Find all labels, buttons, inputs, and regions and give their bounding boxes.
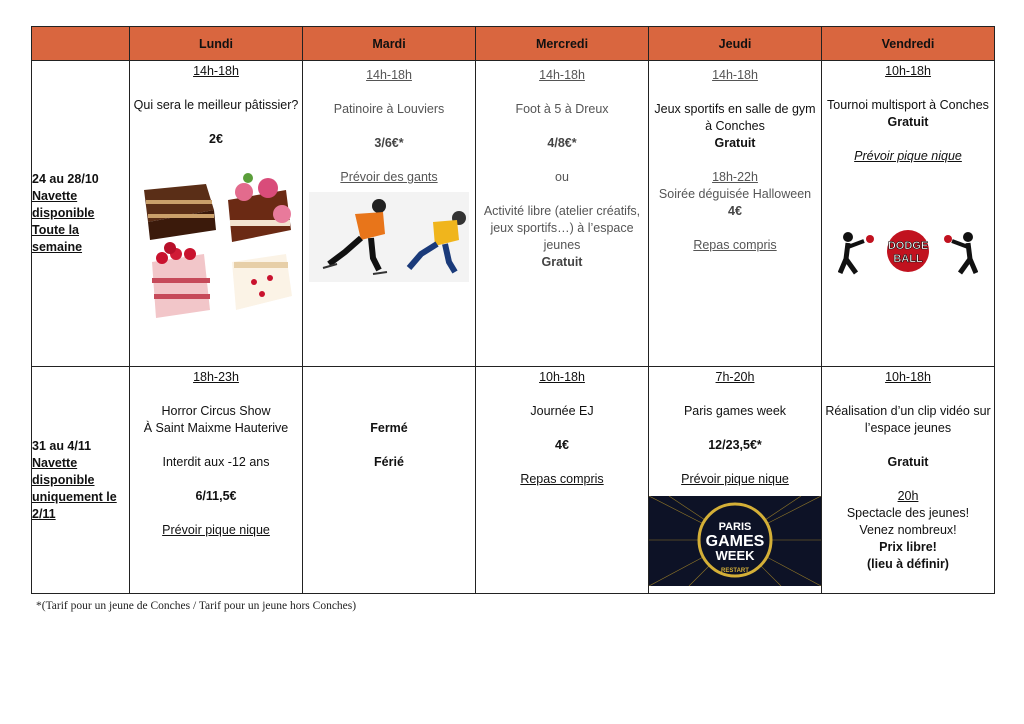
activity-cell: 14h-18h Patinoire à Louviers 3/6€* Prévoir des gants bbox=[303, 61, 476, 367]
activity-note: Prévoir pique nique bbox=[681, 472, 789, 486]
activity-time: 18h-22h bbox=[712, 170, 758, 184]
activity-price: Prix libre! bbox=[879, 540, 937, 554]
activity-cell: 10h-18h Journée EJ 4€ Repas compris bbox=[476, 367, 649, 594]
activity-cell: 14h-18h Foot à 5 à Dreux 4/8€* ou Activité libre (atelier créatifs, jeux sportifs…) à l’espace jeunes Gratuit bbox=[476, 61, 649, 367]
footnote: *(Tarif pour un jeune de Conches / Tarif pour un jeune hors Conches) bbox=[36, 600, 357, 612]
activity-place: (lieu à définir) bbox=[867, 557, 949, 571]
week-label: 24 au 28/10 Navette disponible Toute la semaine bbox=[32, 61, 130, 367]
activity-cell: 14h-18h Jeux sportifs en salle de gym à Conches Gratuit 18h-22h Soirée déguisée Halloween 4€ Repas compris bbox=[649, 61, 822, 367]
dodgeball-logo bbox=[838, 229, 978, 279]
skaters-image bbox=[309, 192, 469, 282]
header-row bbox=[32, 27, 995, 61]
cakes-image bbox=[136, 170, 296, 330]
day-header: Mardi bbox=[303, 27, 476, 61]
activity-note: Repas compris bbox=[693, 238, 777, 252]
week-label: 31 au 4/11 Navette disponible uniquement le 2/11 bbox=[32, 367, 130, 594]
closed-status: Fermé bbox=[370, 421, 408, 435]
activity-price: Gratuit bbox=[541, 255, 583, 269]
activity-title: Tournoi multisport à Conches bbox=[827, 98, 989, 112]
activity-title: Journée EJ bbox=[530, 404, 594, 418]
activity-price: 4€ bbox=[728, 204, 742, 218]
activity-title: Foot à 5 à Dreux bbox=[515, 102, 609, 116]
activity-price: 4/8€* bbox=[547, 136, 577, 150]
activity-note: Prévoir pique nique bbox=[162, 523, 270, 537]
schedule-table bbox=[31, 26, 995, 594]
activity-cell: 10h-18h Réalisation d’un clip vidéo sur l’espace jeunes Gratuit 20h Spectacle des jeunes! Venez nombreux! Prix libre! (lieu à définir) bbox=[822, 367, 995, 594]
activity-note: Repas compris bbox=[520, 472, 604, 486]
activity-price: Gratuit bbox=[714, 136, 756, 150]
activity-title: Qui sera le meilleur pâtissier? bbox=[133, 98, 299, 112]
activity-cell: 14h-18h Qui sera le meilleur pâtissier? 2€ bbox=[130, 61, 303, 367]
activity-price: 12/23,5€* bbox=[708, 438, 762, 452]
logo-subtext: RESTART bbox=[721, 568, 749, 574]
holiday-status: Férié bbox=[374, 455, 404, 469]
activity-time: 20h bbox=[897, 489, 919, 503]
day-header: Mercredi bbox=[476, 27, 649, 61]
logo-text: GAMES bbox=[705, 533, 765, 550]
logo-text: BALL bbox=[893, 253, 923, 265]
paris-games-week-logo bbox=[649, 496, 821, 586]
logo-text: WEEK bbox=[715, 548, 755, 563]
logo-text: DODGE bbox=[887, 240, 929, 252]
activity-price: 6/11,5€ bbox=[195, 489, 237, 503]
day-header: Lundi bbox=[130, 27, 303, 61]
or-text: ou bbox=[555, 170, 569, 184]
activity-title: Paris games week bbox=[683, 404, 787, 418]
activity-title: Patinoire à Louviers bbox=[333, 102, 445, 116]
week-row bbox=[32, 61, 995, 367]
activity-price: 3/6€* bbox=[374, 136, 404, 150]
activity-cell bbox=[303, 367, 476, 594]
logo-text: PARIS bbox=[718, 521, 752, 533]
activity-note: Prévoir pique nique bbox=[854, 149, 962, 163]
activity-cell: 18h-23h Horror Circus Show À Saint Maixme Hauterive Interdit aux -12 ans 6/11,5€ Prévoir pique nique bbox=[130, 367, 303, 594]
activity-price: Gratuit bbox=[887, 455, 929, 469]
activity-price: 2€ bbox=[209, 132, 223, 146]
corner-cell bbox=[32, 27, 130, 61]
activity-price: Gratuit bbox=[887, 115, 929, 129]
day-header: Jeudi bbox=[649, 27, 822, 61]
activity-cell: 10h-18h Tournoi multisport à Conches Gratuit Prévoir pique nique DODGE BALL bbox=[822, 61, 995, 367]
week-row bbox=[32, 367, 995, 594]
restriction-text: Interdit aux -12 ans bbox=[162, 455, 270, 469]
activity-title: Soirée déguisée Halloween bbox=[658, 187, 812, 201]
activity-note: Prévoir des gants bbox=[340, 170, 438, 184]
day-header: Vendredi bbox=[822, 27, 995, 61]
activity-price: 4€ bbox=[555, 438, 569, 452]
activity-cell: 7h-20h Paris games week 12/23,5€* Prévoir pique nique PARIS GAMES WEEK RESTART bbox=[649, 367, 822, 594]
